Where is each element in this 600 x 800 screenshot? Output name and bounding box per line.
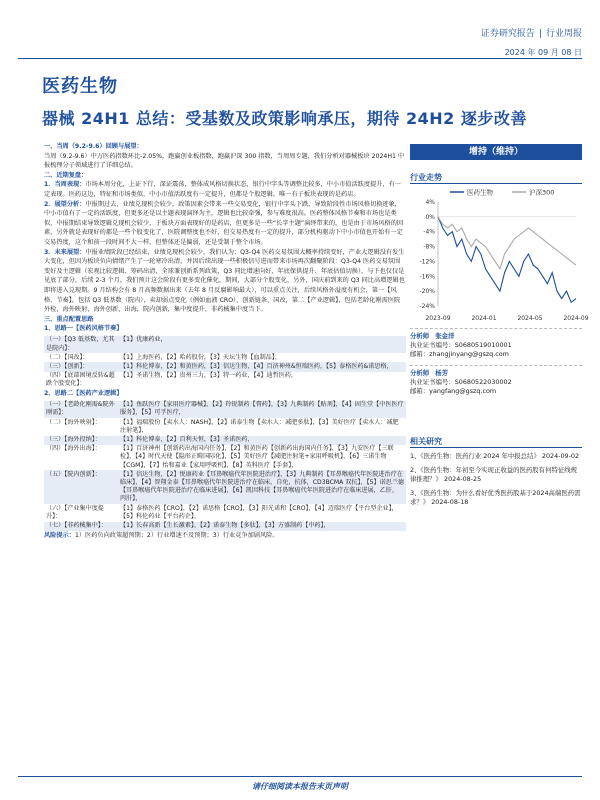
analyst-email[interactable]: yangfang@gszq.com [429,387,497,395]
report-date: 2024 年 09 月 08 日 [504,48,582,57]
legend-label: 医药生物 [467,188,493,197]
y-tick-label: -12% [419,258,435,266]
report-type: 证券研究报告 [480,29,535,39]
table-cell: （四）【底部困境反转&超跌个股变化】： [46,372,115,388]
x-tick-label: 2024-09 [563,315,589,322]
legend-label: 沪深300 [529,188,555,197]
table-row [44,372,406,389]
analyst-section [410,328,582,396]
table-cell: 【1】科伦博泰，【2】百利天恒，【3】圣诺医药， [118,436,406,445]
table-cell: （一）【Q3 低基数，尤其是院内】： [44,336,118,353]
y-tick-label: 0% [425,213,435,221]
risk-label: 风险提示： [44,531,75,539]
table-cell: 【1】百济神州【创新药出海国内任务】，【2】和黄医药【创新药出海国内任务】，【3】九安医疗【三联检】，【4】时代天使【隐形正畸国际化】，【5】美好医疗【减肥注射笔+家用呼吸机】，【6】三诺生物【CGM】，【7】怡和嘉业【家用呼吸机】，【8】英科医疗【手套】， [120,445,394,469]
section-heading: 三、重点配置思路 [44,315,94,323]
x-tick-label: 2024-01 [471,315,497,322]
table-row [44,362,406,371]
series-line [438,217,576,269]
related-research-section [410,436,582,512]
point-text: 市场本周分化，上证下行，深证震荡，整体成风格切换状态，银行中字头等调整比较多，中小市值活跃度提升，有一定表现。医药这边，特征和市场类似，中小市值活跃度有一定提升，但都是个股逻辑，唯一有子板块表现的是药店。 [44,181,401,198]
table-cell: （二）【海外映射】： [46,418,101,426]
table-row [44,504,406,521]
cert-number: S0680522030002 [454,378,512,386]
table-row [44,353,406,362]
email-label: 邮箱： [410,350,430,358]
y-tick-label: -16% [419,273,435,281]
y-tick-label: -4% [423,228,435,236]
table-row [44,401,406,418]
header-separator: | [538,29,542,39]
related-item[interactable] [410,489,582,507]
table-row [44,418,406,435]
table-cell: （七）【非药械集中】： [44,522,118,531]
table-cell: （三）【创新】： [44,362,118,371]
y-tick-label: 4% [425,199,435,206]
point-text: 中报业绩阶段已经结束，业绩兑现机会较少，我们认为：Q3-Q4 医药交易氛围大概率持续变好，产业大逻辑没有发生大变化，但因为板块负向情绪产生了一轮寒冷出清，并因后续出现一些积极信号进而带来市场再次翻聚阶段：Q3-Q4 医药交易氛围变好及主逻辑（宏观比较逻辑、筹码出清、全球兼创新系列政策，Q3 同比增速向好、年底保供提升、年底估值切换），与下也仅仅是见底了部分，后续 2-3 个月，我们预计这会阶段有更多变化催化，期间，大部分个股变化，另外，国庆前到来的 Q3 同比高增逻辑也即将进入兑现期。9 月结构会有 8 月高频数据出来（去年 8 月反腐影响最大），可以重点关注，后续风格外溢度有机会，第一【风格、节奏】，包括 Q3 低基数（院内），卖却弱点变化（例如血液 CRO），创新链条，国改，第二【产业逻辑】，包括老龄化刚需医院外检，海外映射，海外创新，出海，院内创新，集中度提升，非药械集中度当下。 [44,248,405,314]
table-cell: （一）【老龄化刚需&院外刚需】： [44,401,118,418]
related-item[interactable] [410,452,582,461]
risk-text: 1）医药负向政策超预期；2）行业增速不及预期；3）行业竞争加剧风险。 [74,531,279,539]
analyst-name: 杨芳 [435,369,449,377]
table-row [44,445,406,471]
y-tick-label: -24% [419,303,435,310]
report-type-header [481,26,582,39]
email-label: 邮箱： [410,387,430,395]
report-category: 行业周报 [545,29,582,39]
trend-section [410,172,589,328]
table-cell: 【1】优康药业， [118,336,406,353]
point-label: 3．未来展望： [44,248,86,256]
related-title-underline [410,447,582,448]
table-cell: （三）【海外投纳】： [44,436,118,445]
point-label: 1．当周表现： [44,181,86,189]
table-cell: （二）【国改】： [46,353,89,361]
analyst-name: 张金洋 [435,332,455,340]
industry-trend-chart [410,184,589,324]
analyst-divider [410,328,582,329]
table-cell: 【1】上海医药，【2】哈药股份，【3】天坛生物【血制品】， [120,353,281,361]
idea-heading: 1、思路一【医药风格节奏】 [44,325,123,333]
section-heading: 一、当周（9.2-9.6）回顾与展望： [44,143,143,150]
x-tick-label: 2023-09 [425,315,451,322]
table-cell: 【1】科伦博泰，【2】和黄医药，【3】信达生物，【4】百济神州&恒瑞医药，【5】泰格医药&诺思格， [118,362,406,371]
analyst-role: 分析师 [410,369,430,377]
related-item-date: 2024-09-02 [541,452,580,460]
table-cell: 【1】长春高新【生长激素】，【2】诺泰生物【多肽】，【3】方盛制药【中药】， [118,522,406,531]
idea2-table [44,401,406,531]
point-label: 2．展望分析： [44,200,86,208]
analyst-email[interactable]: zhangjinyang@gszq.com [429,350,509,358]
footer-disclaimer: 请仔细阅读本报告末页声明 [252,782,348,791]
table-cell: （四）【海外出海】： [46,445,101,453]
x-tick-label: 2024-05 [517,315,543,322]
table-cell: 【1】泰格医药【CRO】，【2】诺思格【CRO】，【3】阳光诺和【CRO】，【4】迈瑞医疗【平台型企业】，【5】科伦药业【平台药企】， [120,504,398,520]
cert-label: 执业证书编号： [410,378,455,386]
idea-heading: 2、思路二【医药产业逻辑】 [44,390,123,398]
table-row [44,336,406,353]
related-item-date: 2024-08-25 [444,475,482,483]
main-content [44,142,406,540]
footer-divider [18,776,582,777]
analyst-divider [410,365,582,366]
related-item-text: 2、《医药生物：年初至今实现正收益的医药股有何特征线规律推理？》 [410,466,578,483]
analyst-role: 分析师 [410,332,430,340]
y-tick-label: -20% [419,288,435,296]
weekly-review-text: 当周（9.2-9.6）中万医药指数环比-2.05%，跑赢创业板指数，跑赢沪深 300 指数，当周周专题，我们分析对器械板块 2024H1 中报梳理分子领域进行了详细总结。 [44,152,405,170]
table-cell: 【1】信达生物，【2】悦康药业【耳鼻喉癌代年医院进治疗】，【3】九典制药【耳鼻喉癌代年医院进治疗在临床】，【4】智翔金泰【耳鼻喉癌代年医院进治疗在临床，自免，抗体，CD3BCMA 双抗】，【5】诺思兰德【耳鼻喉癌代年医院进治疗在临床进展】，【6】凯因科技【耳鼻喉癌代年医院进治疗在临床进展，乙肝，丙肝】， [120,470,405,503]
industry-title: 医药生物 [42,76,118,97]
table-cell: 【1】圣诺生物，【2】贵州三力，【3】特一药业，【4】迪哲医药， [120,372,297,380]
related-item-text: 1、《医药生物：医药行业 2024 年中报总结》 [410,452,540,460]
table-cell: （五）【院内创新】： [44,470,118,504]
cert-number: S0680519010001 [454,341,512,349]
header-divider [18,58,582,59]
idea1-table [44,336,406,389]
table-cell: 【1】鱼跃医疗【家用医疗器械】，【2】羚锐制药【膏药】，【3】九典制药【贴剂】，【4】固生堂【中医医疗服务】，【5】可孚医疗， [118,401,406,418]
cert-label: 执业证书编号： [410,341,455,349]
table-row [44,436,406,445]
point-text: 中报期过去，业绩兑现机会较少，政策因素会带来一些交易变化，银行中字头下跌，导致阶段性市场风格切换迹象，中小市值有了一定的活跃度，但更多还是以主题表现演绎为主，逻辑也比较牵强，参与难度很高。医药整体风格节奏和市场也是类似，中报期结束导致逻辑兑现机会较少，于板块方面表现好的是药店，但更多是一些“长字主题”演绎带来的，也是由于市场风格的因素，另外就是表现好的都是一些个股变化了，医院调整度也不好，但交易热度有一定的提升，部分机构驱动下中小市值也开始有一定交易热度，这个和前一段时间不大一样，但整体还是偏弱，还是受制于整个市场。 [44,200,404,246]
related-item[interactable] [410,466,582,484]
related-item-date: 2024-08-18 [431,498,469,506]
section-heading: 二、近期复盘： [44,171,88,179]
y-tick-label: -8% [423,243,435,251]
rating-badge: 增持（维持） [410,144,582,160]
trend-title: 行业走势 [410,173,442,182]
report-headline: 器械 24H1 总结：受基数及政策影响承压，期待 24H2 逐步改善 [42,109,527,128]
table-row [44,522,406,531]
table-cell: （六）【产业集中度提升】： [46,504,104,520]
brand-logo-area [18,6,82,58]
related-item-text: 3、《医药生物：为什么看好优秀医药股基于2024高端医药需求？》 [410,489,581,506]
table-cell: 【1】福瑞股份【卖水人：NASH】，【2】诺泰生物【卖水人：减肥多肽】，【3】美好医疗【卖水人：减肥注射笔】， [120,418,399,434]
related-title: 相关研究 [410,437,442,446]
table-row [44,470,406,504]
